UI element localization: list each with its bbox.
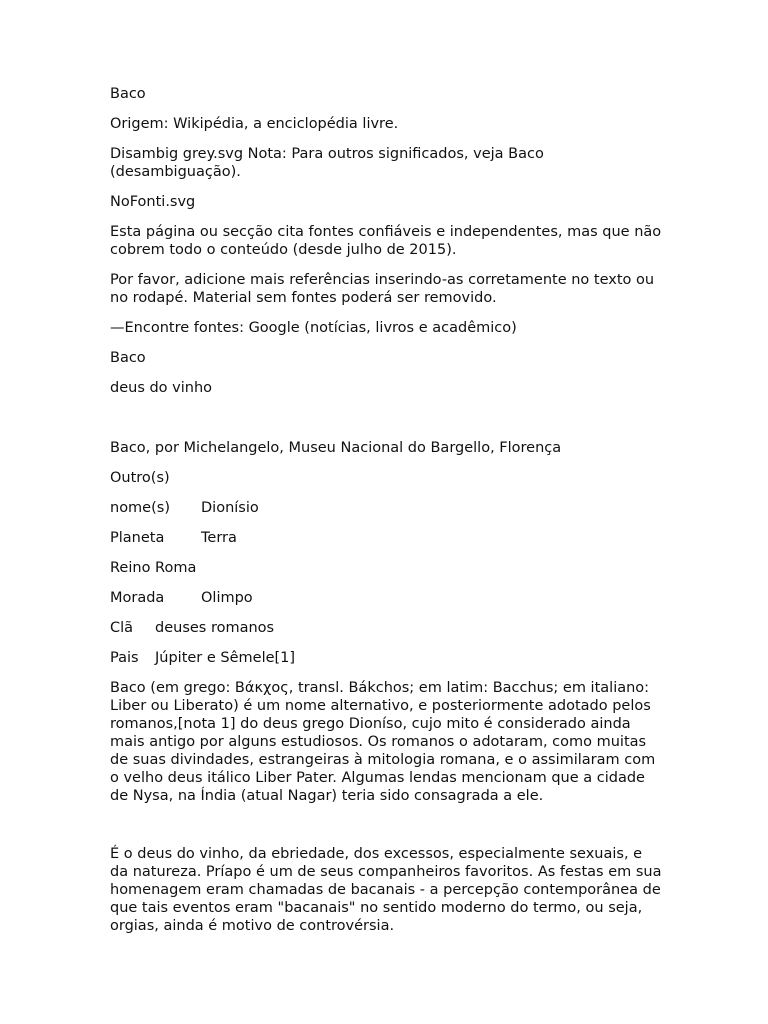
infobox-row-value: Dionísio (201, 500, 259, 516)
nofonti-label: NoFonti.svg (110, 194, 196, 210)
disambiguation-note: Disambig grey.svg Nota: Para outros significados, veja Baco (desambiguação). (110, 146, 544, 180)
body-paragraph: É o deus do vinho, da ebriedade, dos excessos, especialmente sexuais, e da natureza. Príapo é um de seus companheiros favoritos. As festas em sua homenagem eram chamadas de bacanais - a percepção contemporânea de que tais eventos eram "bacanais" no sentido moderno do termo, ou seja, orgias, ainda é motivo de controvérsia. (110, 846, 662, 934)
infobox-row-value: Roma (155, 560, 197, 576)
infobox-caption: Baco, por Michelangelo, Museu Nacional do Bargello, Florença (110, 440, 562, 456)
infobox-row (110, 559, 196, 577)
infobox-other-label: Outro(s) (110, 470, 170, 486)
infobox-row-value: Júpiter e Sêmele[1] (155, 650, 296, 666)
infobox-row (110, 589, 253, 607)
infobox-row (110, 529, 237, 547)
infobox-row-key: Reino (110, 560, 151, 576)
infobox-row-key: Pais (110, 650, 139, 666)
infobox-row-key: nome(s) (110, 500, 170, 516)
sources-notice: Esta página ou secção cita fontes confiáveis e independentes, mas que não cobrem todo o conteúdo (desde julho de 2015). (110, 224, 662, 258)
origin-line: Origem: Wikipédia, a enciclopédia livre. (110, 116, 399, 132)
find-sources-line: —Encontre fontes: Google (notícias, livros e acadêmico) (110, 320, 517, 336)
infobox-row-key: Morada (110, 590, 165, 606)
infobox-row-value: Terra (201, 530, 237, 546)
infobox-row (110, 499, 259, 517)
infobox-name: Baco (110, 350, 146, 366)
sources-request: Por favor, adicione mais referências inserindo-as corretamente no texto ou no rodapé. Material sem fontes poderá ser removido. (110, 272, 655, 306)
infobox-row-value: deuses romanos (155, 620, 275, 636)
infobox-row-value: Olimpo (201, 590, 253, 606)
infobox-row (110, 649, 295, 667)
infobox-row-key: Planeta (110, 530, 165, 546)
page-title: Baco (110, 86, 146, 102)
infobox-row-key: Clã (110, 620, 134, 636)
infobox-row (110, 619, 274, 637)
infobox-subtitle: deus do vinho (110, 380, 213, 396)
body-paragraph: Baco (em grego: Βάκχος, transl. Bákchos; em latim: Bacchus; em italiano: Liber ou Liberato) é um nome alternativo, e posteriormente adotado pelos romanos,[nota 1] do deus grego Dioníso, cujo mito é considerado ainda mais antigo por alguns estudiosos. Os romanos o adotaram, como muitas de suas divindades, estrangeiras à mitologia romana, e o assimilaram com o velho deus itálico Liber Pater. Algumas lendas mencionam que a cidade de Nysa, na Índia (atual Nagar) teria sido consagrada a ele. (110, 680, 656, 804)
